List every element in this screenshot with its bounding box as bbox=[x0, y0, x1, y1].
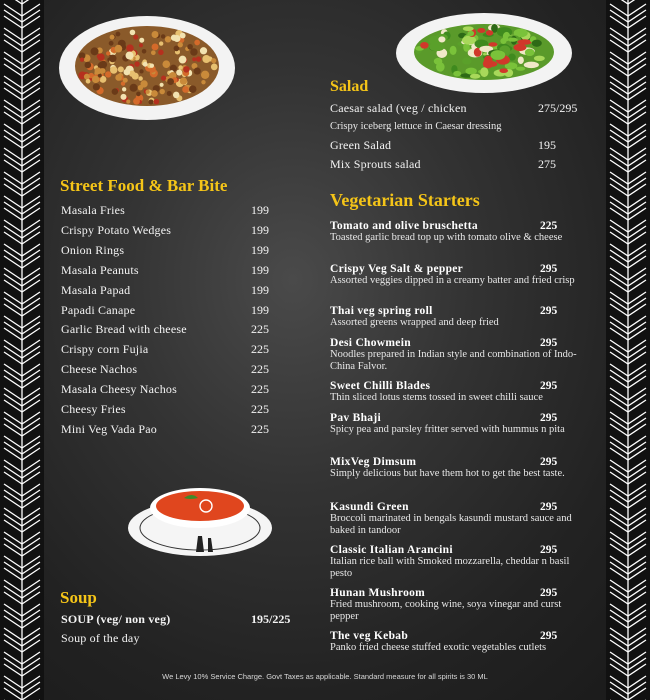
veg-starter-name: The veg Kebab bbox=[330, 630, 409, 642]
veg-starter-desc: Italian rice ball with Smoked mozzarella, cheddar n basil pesto bbox=[330, 556, 570, 579]
veg-starter-price: 295 bbox=[540, 501, 558, 513]
salad-photo bbox=[394, 10, 574, 96]
veg-starter-desc: Fried mushroom, cooking wine, soya vinegar and curst pepper bbox=[330, 599, 562, 622]
veg-starter-price: 295 bbox=[540, 337, 558, 349]
veg-starter-name: MixVeg Dimsum bbox=[330, 456, 417, 468]
street-food-price: 199 bbox=[251, 302, 269, 317]
street-food-item: Garlic Bread with cheese bbox=[61, 322, 187, 337]
soup-photo bbox=[126, 484, 274, 560]
street-food-price: 225 bbox=[251, 421, 269, 436]
street-food-price: 199 bbox=[251, 282, 269, 297]
veg-starter-desc: Assorted veggies dipped in a creamy batter and fried crisp bbox=[330, 275, 575, 286]
veg-starter-desc: Simply delicious but have them hot to get the best taste. bbox=[330, 468, 565, 479]
veg-starter-desc: Broccoli marinated in bengals kasundi mustard sauce and baked in tandoor bbox=[330, 513, 572, 536]
veg-starter-name: Kasundi Green bbox=[330, 501, 409, 513]
veg-starter-name: Tomato and olive bruschetta bbox=[330, 220, 478, 232]
veg-starter-name: Classic Italian Arancini bbox=[330, 544, 453, 556]
veg-starter-name: Pav Bhaji bbox=[330, 412, 381, 424]
veg-starter-desc: Toasted garlic bread top up with tomato olive & cheese bbox=[330, 232, 563, 243]
street-food-price: 199 bbox=[251, 262, 269, 277]
veg-starter-name: Sweet Chilli Blades bbox=[330, 380, 431, 392]
footer-note: We Levy 10% Service Charge. Govt Taxes as applicable. Standard measure for all spirits is 30 ML bbox=[162, 672, 488, 681]
street-food-price: 225 bbox=[251, 362, 269, 377]
street-food-price: 225 bbox=[251, 402, 269, 416]
street-food-item: Crispy Potato Wedges bbox=[61, 222, 172, 237]
veg-starter-desc: Assorted greens wrapped and deep fried bbox=[330, 317, 499, 328]
veg-starter-price: 295 bbox=[540, 412, 558, 424]
street-food-item: Cheese Nachos bbox=[61, 362, 138, 377]
veg-starter-price: 295 bbox=[540, 544, 558, 556]
street-food-item: Crispy corn Fujia bbox=[61, 342, 149, 357]
soup-item-price: 195/225 bbox=[251, 612, 291, 626]
veg-starter-desc: Thin sliced lotus stems tossed in sweet chilli sauce bbox=[330, 392, 543, 403]
veg-starter-desc: Noodles prepared in Indian style and combination of Indo-China Falvor. bbox=[330, 349, 577, 372]
street-food-item: Masala Papad bbox=[61, 282, 131, 297]
salad-desc-caesar: Crispy iceberg lettuce in Caesar dressing bbox=[330, 121, 502, 132]
street-food-item: Onion Rings bbox=[61, 242, 125, 257]
soup-note: Soup of the day bbox=[61, 631, 140, 645]
street-food-price: 225 bbox=[251, 322, 269, 337]
street-food-price: 199 bbox=[251, 203, 269, 217]
soup-item-name: SOUP (veg/ non veg) bbox=[61, 612, 171, 626]
veg-starter-price: 225 bbox=[540, 220, 558, 232]
street-food-price: 199 bbox=[251, 242, 269, 257]
street-food-price: 225 bbox=[251, 382, 269, 397]
veg-starter-price: 295 bbox=[540, 305, 558, 317]
salad-price-green: 195 bbox=[538, 138, 556, 152]
salad-title: Salad bbox=[330, 78, 369, 95]
street-food-item: Masala Peanuts bbox=[61, 262, 139, 277]
street-food-item: Masala Cheesy Nachos bbox=[61, 382, 177, 397]
street-food-photo bbox=[58, 14, 236, 122]
street-food-price: 199 bbox=[251, 222, 269, 237]
street-food-price: 225 bbox=[251, 342, 269, 357]
street-food-item: Mini Veg Vada Pao bbox=[61, 421, 157, 436]
veg-starter-desc: Spicy pea and parsley fritter served with hummus n pita bbox=[330, 424, 565, 435]
chalkboard bbox=[44, 0, 606, 700]
left-chevron-border bbox=[0, 0, 44, 700]
soup-title: Soup bbox=[60, 588, 97, 607]
street-food-item: Masala Fries bbox=[61, 203, 126, 217]
veg-starters-title: Vegetarian Starters bbox=[330, 190, 480, 210]
street-food-item: Papadi Canape bbox=[61, 302, 136, 317]
salad-price-caesar: 275/295 bbox=[538, 101, 578, 115]
street-food-title: Street Food & Bar Bite bbox=[60, 176, 228, 195]
veg-starter-price: 295 bbox=[540, 263, 558, 275]
salad-item-sprouts: Mix Sprouts salad bbox=[330, 157, 421, 171]
veg-starter-price: 295 bbox=[540, 456, 558, 468]
salad-item-caesar: Caesar salad (veg / chicken bbox=[330, 101, 467, 115]
veg-starter-name: Hunan Mushroom bbox=[330, 587, 426, 599]
salad-item-green: Green Salad bbox=[330, 138, 392, 152]
veg-starter-name: Thai veg spring roll bbox=[330, 305, 433, 317]
salad-price-sprouts: 275 bbox=[538, 157, 556, 171]
veg-starter-name: Desi Chowmein bbox=[330, 337, 411, 349]
right-chevron-border bbox=[606, 0, 650, 700]
veg-starter-desc: Panko fried cheese stuffed exotic vegetables cutlets bbox=[330, 642, 547, 653]
veg-starter-price: 295 bbox=[540, 630, 558, 642]
street-food-item: Cheesy Fries bbox=[61, 402, 126, 416]
veg-starter-price: 295 bbox=[540, 380, 558, 392]
veg-starter-name: Crispy Veg Salt & pepper bbox=[330, 263, 464, 275]
veg-starter-price: 295 bbox=[540, 587, 558, 599]
